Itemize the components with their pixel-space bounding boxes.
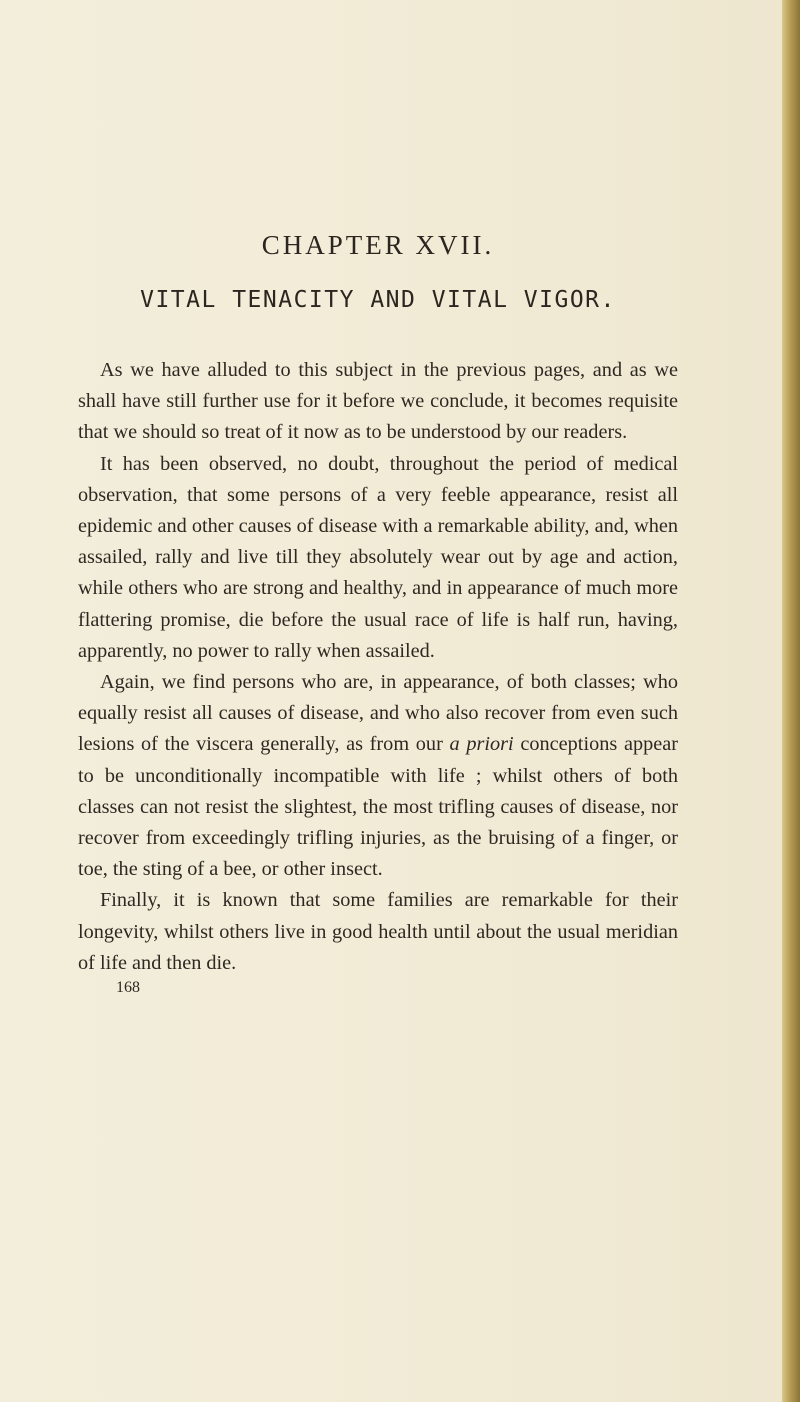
paragraph-text: conceptions appear to be unconditionally incompatible with life ; whilst others of both classes can not resist the slightest, the most trifling causes of disease, nor recover from exceedingly trifling injuries, as the bruising of a finger, or toe, the sting of a bee, or other insect. (78, 733, 678, 881)
paragraph (78, 667, 678, 885)
paragraph-text: Again, we find persons who are, in appearance, of both classes; who equally resist all causes of disease, and who also recover from even such lesions of the viscera generally, as from our (78, 671, 678, 756)
body-text (78, 355, 678, 997)
paragraph-text: It has been observed, no doubt, throughout the period of medical observation, that some persons of a very feeble appearance, resist all epidemic and other causes of disease with a remarkable ability, and, when assailed, rally and live till they absolutely wear out by age and action, while others who are strong and healthy, and in appearance of much more flattering promise, die before the usual race of life is half run, having, apparently, no power to rally when assailed. (78, 452, 678, 662)
paragraph (78, 355, 678, 449)
paragraph-text: As we have alluded to this subject in the previous pages, and as we shall have still further use for it before we conclude, it becomes requisite that we should so treat of it now as to be understood by our readers. (78, 359, 678, 444)
page-number: 168 (116, 979, 140, 997)
book-spine-edge (782, 0, 800, 1402)
paragraph (78, 449, 678, 667)
paragraph-text: Finally, it is known that some families are remarkable for their longevity, whilst others live in good health until about the usual meridian of life and then die. (78, 889, 678, 974)
italic-phrase: a priori (449, 733, 514, 756)
chapter-title: VITAL TENACITY AND VITAL VIGOR. (140, 287, 616, 313)
paragraph (78, 885, 678, 979)
chapter-heading: CHAPTER XVII. (261, 230, 495, 260)
